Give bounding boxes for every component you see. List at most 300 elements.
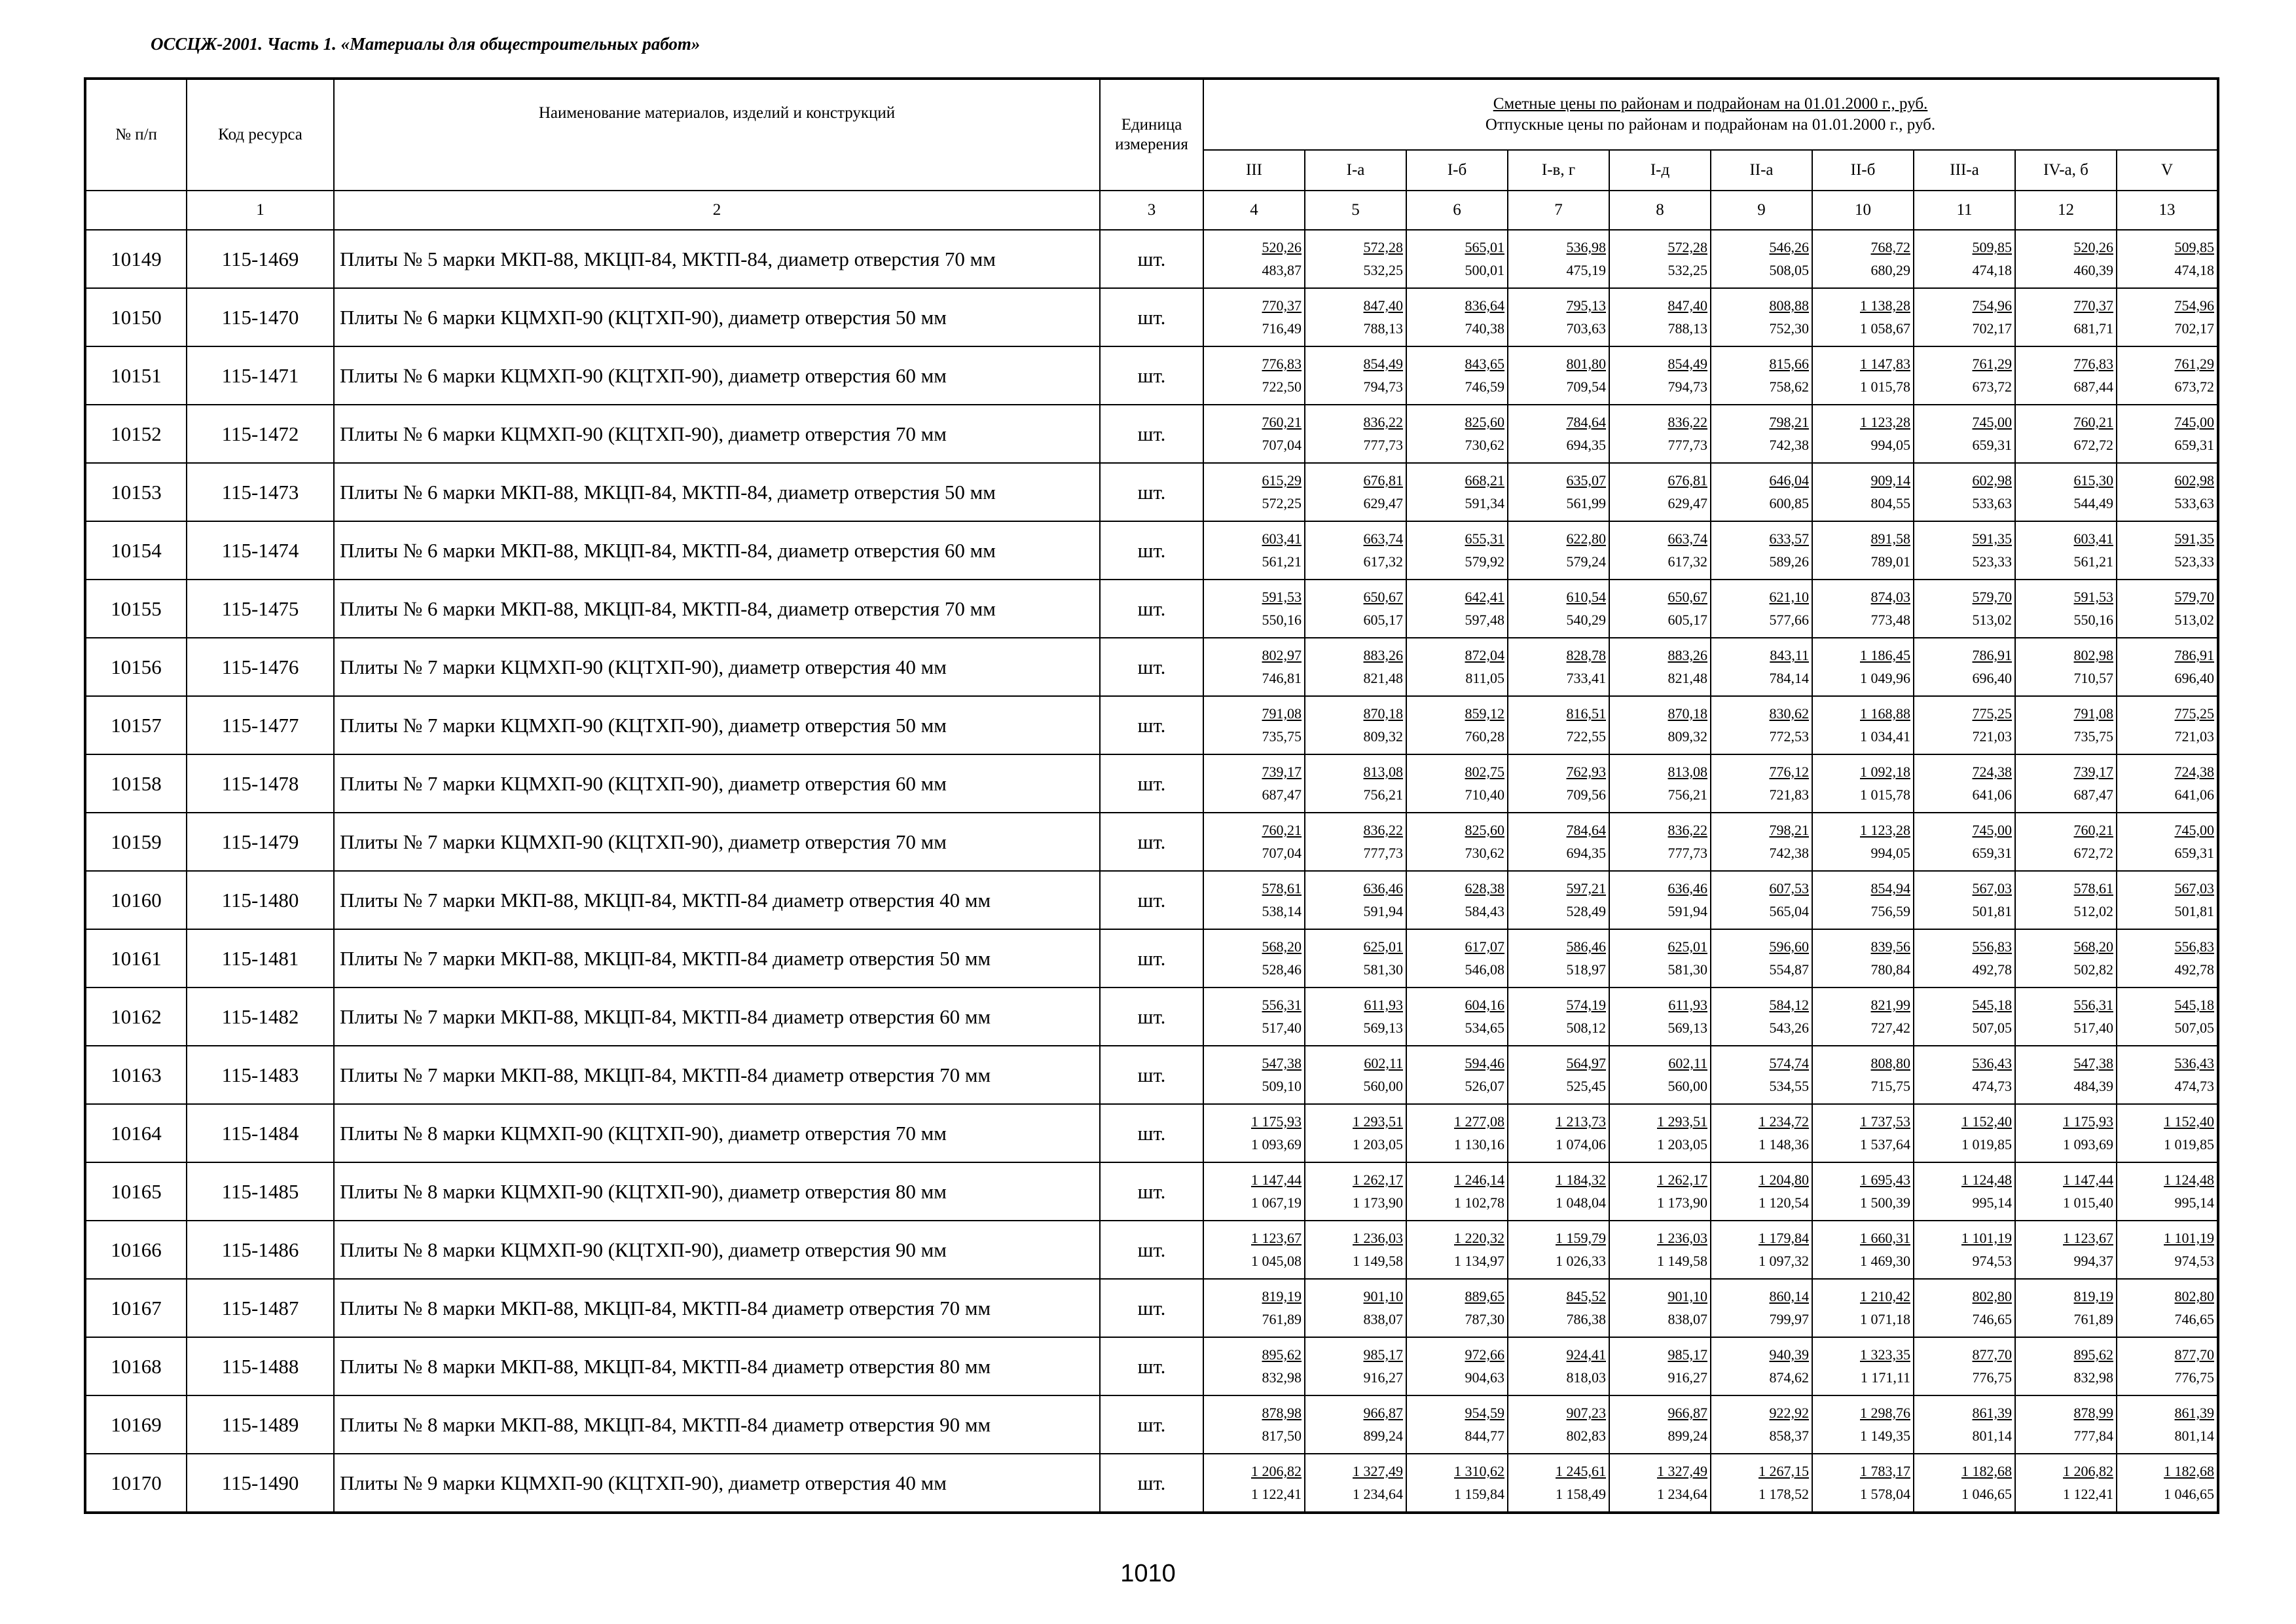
material-name: Плиты № 8 марки МКП-88, МКЦП-84, МКТП-84 диаметр отверстия 80 мм	[334, 1337, 1100, 1395]
price-cell	[1711, 580, 1812, 638]
unit: шт.	[1100, 230, 1203, 288]
estimated-price: 815,66	[1769, 356, 1809, 372]
price-cell	[1305, 929, 1406, 987]
release-price: 597,48	[1465, 612, 1504, 628]
estimated-price: 1 182,68	[2164, 1463, 2215, 1479]
price-cell	[1812, 987, 1914, 1046]
release-price: 528,46	[1262, 961, 1302, 978]
estimated-price: 924,41	[1566, 1346, 1606, 1363]
release-price: 500,01	[1465, 262, 1504, 278]
table-row	[85, 1046, 2218, 1104]
estimated-price: 798,21	[1769, 822, 1809, 838]
estimated-price: 819,19	[2073, 1288, 2113, 1304]
estimated-price: 872,04	[1465, 647, 1504, 663]
price-cell	[1508, 580, 1609, 638]
release-price: 844,77	[1465, 1428, 1504, 1444]
release-price: 1 171,11	[1860, 1369, 1910, 1386]
release-price: 761,89	[2073, 1311, 2113, 1327]
estimated-price: 859,12	[1465, 705, 1504, 722]
release-price: 794,73	[1667, 378, 1707, 395]
price-cell	[1305, 230, 1406, 288]
price-cell	[1711, 1221, 1812, 1279]
release-price: 577,66	[1769, 612, 1809, 628]
release-price: 817,50	[1262, 1428, 1302, 1444]
resource-code: 115-1483	[187, 1046, 334, 1104]
estimated-price: 546,26	[1769, 239, 1809, 255]
price-cell	[1305, 1104, 1406, 1162]
estimated-price: 836,22	[1363, 414, 1403, 430]
price-cell	[1305, 405, 1406, 463]
resource-code: 115-1470	[187, 288, 334, 346]
price-cell	[1812, 230, 1914, 288]
estimated-price: 816,51	[1566, 705, 1606, 722]
estimated-price: 745,00	[1972, 414, 2012, 430]
release-price: 721,03	[1972, 728, 2012, 745]
price-cell	[1812, 1046, 1914, 1104]
estimated-price: 655,31	[1465, 530, 1504, 547]
price-cell	[2117, 580, 2218, 638]
price-cell	[1711, 696, 1812, 754]
price-cell	[1203, 929, 1305, 987]
price-cell	[2117, 1279, 2218, 1337]
price-cell	[2015, 1221, 2117, 1279]
price-table	[84, 77, 2219, 1514]
row-number: 10152	[85, 405, 187, 463]
table-row	[85, 813, 2218, 871]
estimated-price: 602,98	[2174, 472, 2215, 489]
price-cell	[1812, 696, 1914, 754]
release-price: 1 148,36	[1758, 1136, 1809, 1153]
estimated-price: 615,30	[2073, 472, 2113, 489]
estimated-price: 768,72	[1870, 239, 1910, 255]
estimated-price: 1 147,44	[1251, 1172, 1302, 1188]
material-name: Плиты № 8 марки КЦМХП-90 (КЦТХП-90), диаметр отверстия 90 мм	[334, 1221, 1100, 1279]
price-cell	[1508, 463, 1609, 521]
header-no: № п/п	[85, 79, 187, 191]
price-cell	[1406, 813, 1508, 871]
release-price: 838,07	[1667, 1311, 1707, 1327]
release-price: 532,25	[1667, 262, 1707, 278]
release-price: 512,02	[2073, 903, 2113, 919]
price-cell	[2117, 1104, 2218, 1162]
estimated-price: 776,12	[1769, 764, 1809, 780]
estimated-price: 603,41	[1262, 530, 1302, 547]
release-price: 460,39	[2073, 262, 2113, 278]
column-number: 11	[1914, 191, 2015, 230]
price-cell	[1406, 1221, 1508, 1279]
release-price: 629,47	[1363, 495, 1403, 511]
price-cell	[1305, 1337, 1406, 1395]
price-cell	[1914, 288, 2015, 346]
estimated-price: 883,26	[1667, 647, 1707, 663]
estimated-price: 1 101,19	[2164, 1230, 2215, 1246]
release-price: 777,73	[1363, 845, 1403, 861]
release-price: 533,63	[2174, 495, 2215, 511]
estimated-price: 861,39	[2174, 1405, 2215, 1421]
price-cell	[1609, 1046, 1711, 1104]
release-price: 561,21	[2073, 553, 2113, 570]
price-cell	[1406, 1046, 1508, 1104]
unit: шт.	[1100, 754, 1203, 813]
price-cell	[1406, 1454, 1508, 1513]
estimated-price: 795,13	[1566, 297, 1606, 314]
price-cell	[1711, 929, 1812, 987]
price-cell	[1609, 1454, 1711, 1513]
price-cell	[1406, 1104, 1508, 1162]
price-cell	[1406, 288, 1508, 346]
estimated-price: 907,23	[1566, 1405, 1606, 1421]
release-price: 492,78	[2174, 961, 2215, 978]
release-price: 776,75	[2174, 1369, 2215, 1386]
price-cell	[1406, 1395, 1508, 1454]
unit: шт.	[1100, 696, 1203, 754]
estimated-price: 854,49	[1363, 356, 1403, 372]
release-price: 722,55	[1566, 728, 1606, 745]
price-cell	[1203, 696, 1305, 754]
estimated-price: 954,59	[1465, 1405, 1504, 1421]
price-cell	[1914, 230, 2015, 288]
price-cell	[1508, 871, 1609, 929]
price-cell	[1711, 1104, 1812, 1162]
estimated-price: 739,17	[1262, 764, 1302, 780]
price-cell	[1508, 813, 1609, 871]
price-cell	[1609, 463, 1711, 521]
release-price: 709,54	[1566, 378, 1606, 395]
material-name: Плиты № 7 марки КЦМХП-90 (КЦТХП-90), диаметр отверстия 60 мм	[334, 754, 1100, 813]
release-price: 721,83	[1769, 786, 1809, 803]
estimated-price: 1 123,67	[1251, 1230, 1302, 1246]
resource-code: 115-1484	[187, 1104, 334, 1162]
release-price: 1 178,52	[1758, 1486, 1809, 1502]
release-price: 994,37	[2073, 1253, 2113, 1269]
column-number: 12	[2015, 191, 2117, 230]
estimated-price: 1 123,28	[1860, 414, 1910, 430]
unit: шт.	[1100, 1395, 1203, 1454]
estimated-price: 784,64	[1566, 822, 1606, 838]
estimated-price: 739,17	[2073, 764, 2113, 780]
price-cell	[1203, 1454, 1305, 1513]
estimated-price: 839,56	[1870, 938, 1910, 955]
resource-code: 115-1478	[187, 754, 334, 813]
estimated-price: 791,08	[2073, 705, 2113, 722]
estimated-price: 854,94	[1870, 880, 1910, 896]
estimated-price: 847,40	[1363, 297, 1403, 314]
price-cell	[2015, 871, 2117, 929]
release-price: 1 130,16	[1454, 1136, 1504, 1153]
row-number: 10158	[85, 754, 187, 813]
release-price: 787,30	[1465, 1311, 1504, 1327]
table-row	[85, 1162, 2218, 1221]
release-price: 735,75	[2073, 728, 2113, 745]
release-price: 1 046,65	[2164, 1486, 2215, 1502]
column-number: 5	[1305, 191, 1406, 230]
release-price: 733,41	[1566, 670, 1606, 686]
price-cell	[1812, 521, 1914, 580]
estimated-price: 520,26	[2073, 239, 2113, 255]
unit: шт.	[1100, 1046, 1203, 1104]
release-price: 780,84	[1870, 961, 1910, 978]
estimated-price: 895,62	[2073, 1346, 2113, 1363]
unit: шт.	[1100, 987, 1203, 1046]
estimated-price: 966,87	[1667, 1405, 1707, 1421]
estimated-price: 754,96	[2174, 297, 2215, 314]
release-price: 801,14	[2174, 1428, 2215, 1444]
material-name: Плиты № 8 марки МКП-88, МКЦП-84, МКТП-84 диаметр отверстия 70 мм	[334, 1279, 1100, 1337]
price-cell	[2015, 230, 2117, 288]
release-price: 1 500,39	[1860, 1194, 1910, 1211]
table-row	[85, 521, 2218, 580]
estimated-price: 621,10	[1769, 589, 1809, 605]
table-row	[85, 987, 2218, 1046]
estimated-price: 1 206,82	[2063, 1463, 2113, 1479]
price-cell	[2015, 1104, 2117, 1162]
estimated-price: 1 204,80	[1758, 1172, 1809, 1188]
column-number: 3	[1100, 191, 1203, 230]
price-cell	[2015, 1337, 2117, 1395]
price-cell	[1305, 1279, 1406, 1337]
estimated-price: 642,41	[1465, 589, 1504, 605]
release-price: 1 159,84	[1454, 1486, 1504, 1502]
estimated-price: 586,46	[1566, 938, 1606, 955]
price-cell	[1812, 288, 1914, 346]
release-price: 916,27	[1363, 1369, 1403, 1386]
table-row	[85, 1395, 2218, 1454]
estimated-price: 877,70	[1972, 1346, 2012, 1363]
release-price: 702,17	[1972, 320, 2012, 337]
release-price: 746,59	[1465, 378, 1504, 395]
price-cell	[1812, 1162, 1914, 1221]
estimated-price: 650,67	[1363, 589, 1403, 605]
material-name: Плиты № 6 марки МКП-88, МКЦП-84, МКТП-84, диаметр отверстия 70 мм	[334, 580, 1100, 638]
estimated-price: 574,19	[1566, 997, 1606, 1013]
estimated-price: 676,81	[1363, 472, 1403, 489]
estimated-price: 786,91	[1972, 647, 2012, 663]
header-region: I-в, г	[1508, 150, 1609, 191]
price-cell	[1203, 346, 1305, 405]
release-price: 994,05	[1870, 845, 1910, 861]
release-price: 1 015,78	[1860, 378, 1910, 395]
resource-code: 115-1476	[187, 638, 334, 696]
resource-code: 115-1481	[187, 929, 334, 987]
estimated-price: 572,28	[1363, 239, 1403, 255]
release-price: 572,25	[1262, 495, 1302, 511]
release-price: 1 149,35	[1860, 1428, 1910, 1444]
estimated-price: 584,12	[1769, 997, 1809, 1013]
price-cell	[1203, 580, 1305, 638]
table-row	[85, 871, 2218, 929]
estimated-price: 1 123,28	[1860, 822, 1910, 838]
release-price: 492,78	[1972, 961, 2012, 978]
estimated-price: 813,08	[1363, 764, 1403, 780]
resource-code: 115-1490	[187, 1454, 334, 1513]
price-cell	[1711, 871, 1812, 929]
release-price: 710,40	[1465, 786, 1504, 803]
row-number: 10166	[85, 1221, 187, 1279]
estimated-price: 602,11	[1364, 1055, 1403, 1071]
row-number: 10164	[85, 1104, 187, 1162]
price-cell	[1305, 813, 1406, 871]
estimated-price: 802,80	[1972, 1288, 2012, 1304]
estimated-price: 878,99	[2073, 1405, 2113, 1421]
table-row	[85, 405, 2218, 463]
price-cell	[2117, 288, 2218, 346]
price-cell	[1812, 638, 1914, 696]
price-cell	[1508, 521, 1609, 580]
estimated-price: 1 159,79	[1556, 1230, 1606, 1246]
estimated-price: 1 277,08	[1454, 1113, 1504, 1130]
header-unit: Единица измерения	[1100, 79, 1203, 191]
estimated-price: 754,96	[1972, 297, 2012, 314]
resource-code: 115-1471	[187, 346, 334, 405]
release-price: 1 067,19	[1251, 1194, 1302, 1211]
price-cell	[2117, 696, 2218, 754]
release-price: 786,38	[1566, 1311, 1606, 1327]
price-cell	[1203, 463, 1305, 521]
price-cell	[2015, 929, 2117, 987]
price-cell	[1508, 346, 1609, 405]
row-number: 10154	[85, 521, 187, 580]
estimated-price: 770,37	[1262, 297, 1302, 314]
price-cell	[1609, 754, 1711, 813]
resource-code: 115-1475	[187, 580, 334, 638]
header-region: III	[1203, 150, 1305, 191]
release-price: 475,19	[1566, 262, 1606, 278]
price-cell	[1711, 288, 1812, 346]
estimated-price: 724,38	[1972, 764, 2012, 780]
release-price: 509,10	[1262, 1078, 1302, 1094]
price-cell	[1914, 1046, 2015, 1104]
release-price: 600,85	[1769, 495, 1809, 511]
price-cell	[1305, 288, 1406, 346]
resource-code: 115-1479	[187, 813, 334, 871]
price-cell	[1914, 1162, 2015, 1221]
price-cell	[1609, 929, 1711, 987]
row-number: 10162	[85, 987, 187, 1046]
estimated-price: 556,31	[1262, 997, 1302, 1013]
material-name: Плиты № 7 марки КЦМХП-90 (КЦТХП-90), диаметр отверстия 50 мм	[334, 696, 1100, 754]
estimated-price: 819,19	[1262, 1288, 1302, 1304]
price-cell	[1711, 813, 1812, 871]
price-cell	[2015, 1046, 2117, 1104]
price-cell	[1508, 987, 1609, 1046]
table-row	[85, 463, 2218, 521]
estimated-price: 813,08	[1667, 764, 1707, 780]
estimated-price: 602,98	[1972, 472, 2012, 489]
header-code: Код ресурса	[187, 79, 334, 191]
estimated-price: 611,93	[1364, 997, 1403, 1013]
release-price: 809,32	[1363, 728, 1403, 745]
material-name: Плиты № 5 марки МКП-88, МКЦП-84, МКТП-84, диаметр отверстия 70 мм	[334, 230, 1100, 288]
estimated-price: 775,25	[1972, 705, 2012, 722]
estimated-price: 509,85	[1972, 239, 2012, 255]
price-cell	[1711, 1454, 1812, 1513]
price-cell	[1406, 1162, 1508, 1221]
table-row	[85, 580, 2218, 638]
release-price: 784,14	[1769, 670, 1809, 686]
estimated-price: 650,67	[1667, 589, 1707, 605]
material-name: Плиты № 6 марки МКП-88, МКЦП-84, МКТП-84, диаметр отверстия 50 мм	[334, 463, 1100, 521]
price-cell	[2117, 638, 2218, 696]
release-price: 1 122,41	[2063, 1486, 2113, 1502]
price-cell	[1609, 813, 1711, 871]
release-price: 1 045,08	[1251, 1253, 1302, 1269]
column-number: 10	[1812, 191, 1914, 230]
release-price: 538,14	[1262, 903, 1302, 919]
estimated-price: 825,60	[1465, 414, 1504, 430]
price-cell	[2015, 813, 2117, 871]
price-cell	[1203, 288, 1305, 346]
estimated-price: 556,31	[2073, 997, 2113, 1013]
release-price: 1 122,41	[1251, 1486, 1302, 1502]
price-cell	[1508, 405, 1609, 463]
estimated-price: 845,52	[1566, 1288, 1606, 1304]
price-cell	[1812, 346, 1914, 405]
material-name: Плиты № 7 марки МКП-88, МКЦП-84, МКТП-84 диаметр отверстия 50 мм	[334, 929, 1100, 987]
price-cell	[1406, 871, 1508, 929]
release-price: 994,05	[1870, 437, 1910, 453]
estimated-price: 596,60	[1769, 938, 1809, 955]
estimated-price: 610,54	[1566, 589, 1606, 605]
estimated-price: 895,62	[1262, 1346, 1302, 1363]
price-cell	[1812, 754, 1914, 813]
release-price: 821,48	[1667, 670, 1707, 686]
price-cell	[1914, 1395, 2015, 1454]
estimated-price: 1 262,17	[1657, 1172, 1707, 1188]
release-price: 789,01	[1870, 553, 1910, 570]
release-price: 501,81	[1972, 903, 2012, 919]
release-price: 474,18	[1972, 262, 2012, 278]
estimated-price: 966,87	[1363, 1405, 1403, 1421]
column-number: 4	[1203, 191, 1305, 230]
row-number: 10169	[85, 1395, 187, 1454]
release-price: 696,40	[1972, 670, 2012, 686]
release-price: 974,53	[2174, 1253, 2215, 1269]
price-cell	[1609, 1221, 1711, 1279]
release-price: 550,16	[2073, 612, 2113, 628]
release-price: 579,92	[1465, 553, 1504, 570]
header-region: I-д	[1609, 150, 1711, 191]
release-price: 760,28	[1465, 728, 1504, 745]
price-cell	[1711, 346, 1812, 405]
estimated-price: 770,37	[2073, 297, 2113, 314]
price-cell	[1305, 696, 1406, 754]
release-price: 788,13	[1363, 320, 1403, 337]
release-price: 746,65	[2174, 1311, 2215, 1327]
release-price: 1 019,85	[2164, 1136, 2215, 1153]
estimated-price: 762,93	[1566, 764, 1606, 780]
release-price: 709,56	[1566, 786, 1606, 803]
price-cell	[1305, 580, 1406, 638]
estimated-price: 901,10	[1363, 1288, 1403, 1304]
unit: шт.	[1100, 1337, 1203, 1395]
price-cell	[1609, 230, 1711, 288]
release-price: 858,37	[1769, 1428, 1809, 1444]
price-cell	[2117, 230, 2218, 288]
release-price: 518,97	[1566, 961, 1606, 978]
release-price: 672,72	[2073, 845, 2113, 861]
estimated-price: 1 123,67	[2063, 1230, 2113, 1246]
estimated-price: 1 175,93	[2063, 1113, 2113, 1130]
release-price: 777,73	[1667, 437, 1707, 453]
row-number: 10160	[85, 871, 187, 929]
price-cell	[1305, 1395, 1406, 1454]
release-price: 777,73	[1667, 845, 1707, 861]
release-price: 735,75	[1262, 728, 1302, 745]
release-price: 756,21	[1363, 786, 1403, 803]
header-region: IV-а, б	[2015, 150, 2117, 191]
release-price: 1 234,64	[1657, 1486, 1707, 1502]
release-price: 904,63	[1465, 1369, 1504, 1386]
